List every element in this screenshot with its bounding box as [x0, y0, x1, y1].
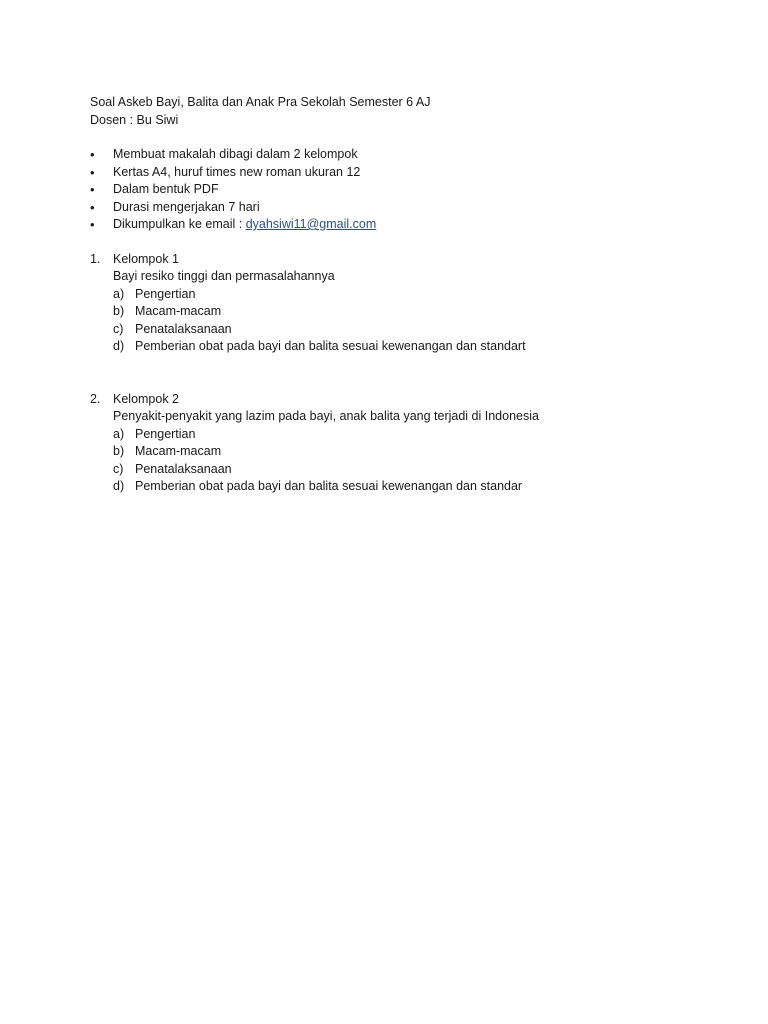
group-name: Kelompok 2	[113, 391, 180, 406]
group-2-section	[90, 391, 690, 496]
item-text: Penatalaksanaan	[135, 321, 232, 336]
item-text: Pengertian	[135, 426, 196, 441]
item-text: Pengertian	[135, 286, 196, 301]
document-page	[90, 94, 690, 496]
group-number: 2.	[90, 391, 101, 406]
bullet-icon: •	[90, 164, 95, 180]
list-item	[90, 426, 690, 444]
list-item	[90, 164, 690, 182]
bullet-icon: •	[90, 182, 95, 197]
item-mark: b)	[113, 304, 125, 318]
list-item	[90, 146, 690, 164]
bullet-icon: •	[90, 217, 95, 232]
item-text: Pemberian obat pada bayi dan balita sesuai kewenangan dan standar	[135, 479, 523, 493]
bullet-icon: •	[90, 147, 95, 162]
document-title: Soal Askeb Bayi, Balita dan Anak Pra Sekolah Semester 6 AJ	[90, 95, 431, 109]
item-mark: a)	[113, 426, 125, 441]
requirement-text: Membuat makalah dibagi dalam 2 kelompok	[113, 147, 358, 161]
list-item	[90, 216, 690, 234]
item-text: Penatalaksanaan	[135, 461, 232, 476]
requirement-text: Dalam bentuk PDF	[113, 182, 219, 196]
list-item	[90, 461, 690, 479]
group-topic: Penyakit-penyakit yang lazim pada bayi, anak balita yang terjadi di Indonesia	[113, 409, 539, 423]
requirements-list	[90, 146, 690, 234]
item-text: Pemberian obat pada bayi dan balita sesuai kewenangan dan standart	[135, 339, 526, 353]
list-item	[90, 303, 690, 321]
item-mark: b)	[113, 444, 125, 458]
list-item	[90, 199, 690, 217]
lecturer-line: Dosen : Bu Siwi	[90, 112, 179, 127]
requirement-text: Durasi mengerjakan 7 hari	[113, 199, 260, 214]
group-topic: Bayi resiko tinggi dan permasalahannya	[113, 269, 335, 283]
list-item	[90, 338, 690, 356]
list-item	[90, 181, 690, 199]
group-number: 1.	[90, 251, 101, 266]
email-link[interactable]: dyahsiwi11@gmail.com	[245, 217, 377, 231]
item-mark: d)	[113, 339, 125, 353]
item-text: Macam-macam	[135, 304, 222, 318]
requirement-text: Kertas A4, huruf times new roman ukuran 12	[113, 164, 361, 179]
item-mark: c)	[113, 461, 124, 476]
item-mark: d)	[113, 479, 125, 493]
group-heading	[90, 251, 690, 269]
group-1-section	[90, 251, 690, 356]
group-name: Kelompok 1	[113, 251, 180, 266]
bullet-icon: •	[90, 199, 95, 215]
item-text: Macam-macam	[135, 444, 222, 458]
item-mark: c)	[113, 321, 124, 336]
submission-label: Dikumpulkan ke email :	[113, 217, 246, 231]
list-item	[90, 478, 690, 496]
list-item	[90, 286, 690, 304]
item-mark: a)	[113, 286, 125, 301]
list-item	[90, 321, 690, 339]
group-heading	[90, 391, 690, 409]
list-item	[90, 443, 690, 461]
